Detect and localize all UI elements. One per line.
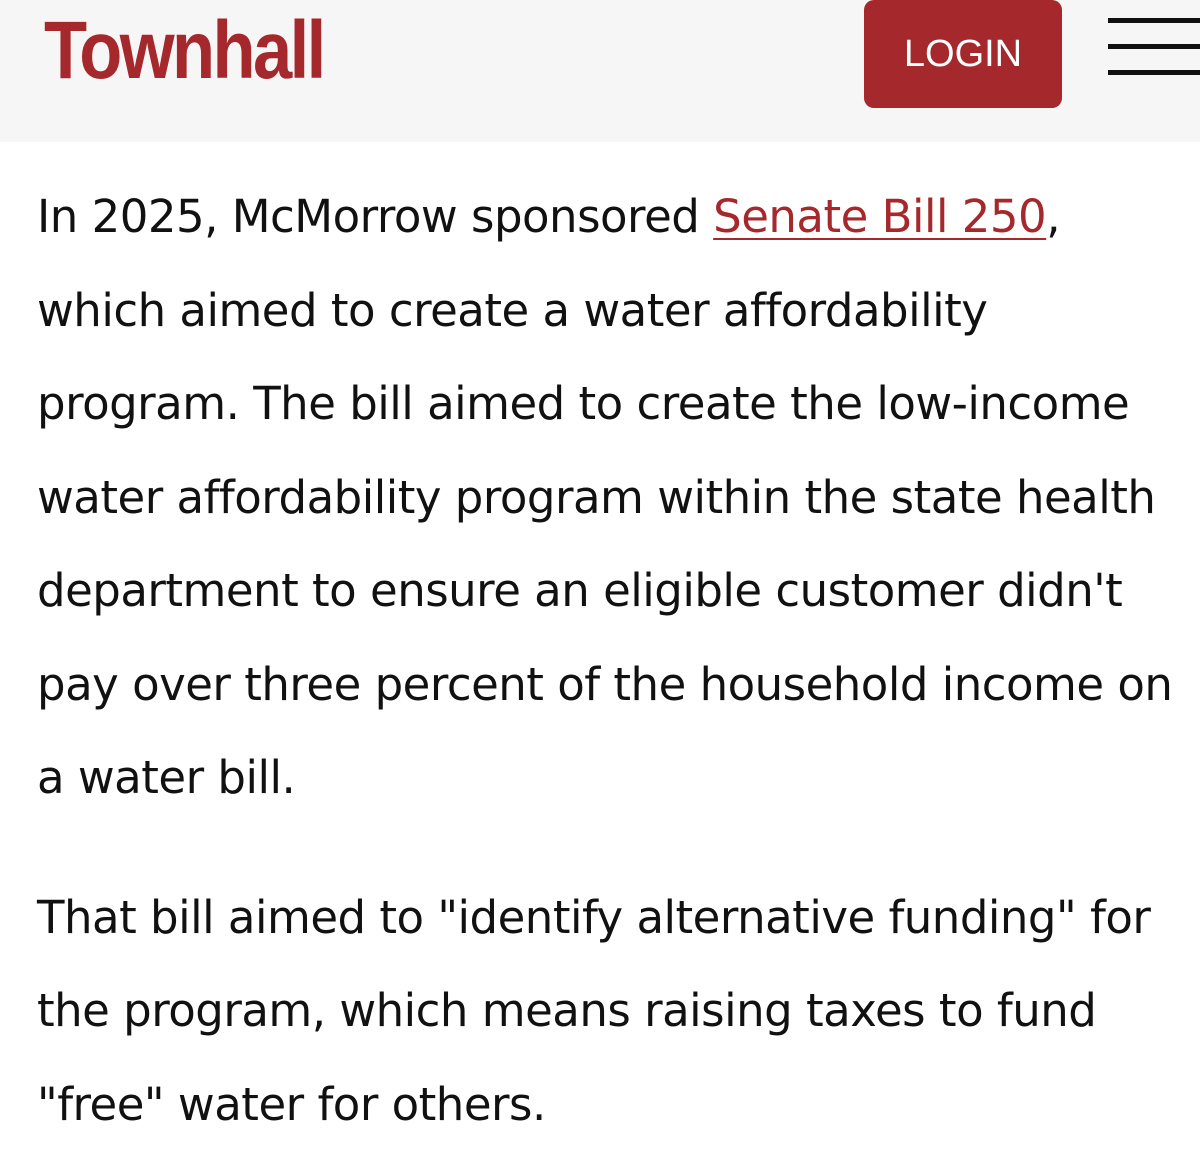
login-button[interactable]: LOGIN xyxy=(864,0,1062,108)
hamburger-menu-icon[interactable] xyxy=(1108,18,1200,80)
paragraph-text: , which aimed to create a water affordability program. The bill aimed to create the low-income water affordability program within the state health department to ensure an eligible customer didn't pay over three percent of the household income on a water bill. xyxy=(37,190,1173,804)
article-paragraph xyxy=(37,170,1197,825)
menu-line xyxy=(1108,18,1200,23)
paragraph-text: In 2025, McMorrow sponsored xyxy=(37,190,714,243)
site-header xyxy=(0,0,1200,142)
article-body xyxy=(37,170,1197,1151)
article-paragraph: That bill aimed to "identify alternative funding" for the program, which means raising taxes to fund "free" water for others. xyxy=(37,890,1151,1131)
menu-line xyxy=(1108,70,1200,75)
menu-line xyxy=(1108,44,1200,49)
senate-bill-250-link[interactable]: Senate Bill 250 xyxy=(713,190,1047,243)
townhall-logo[interactable]: Townhall xyxy=(44,5,324,96)
